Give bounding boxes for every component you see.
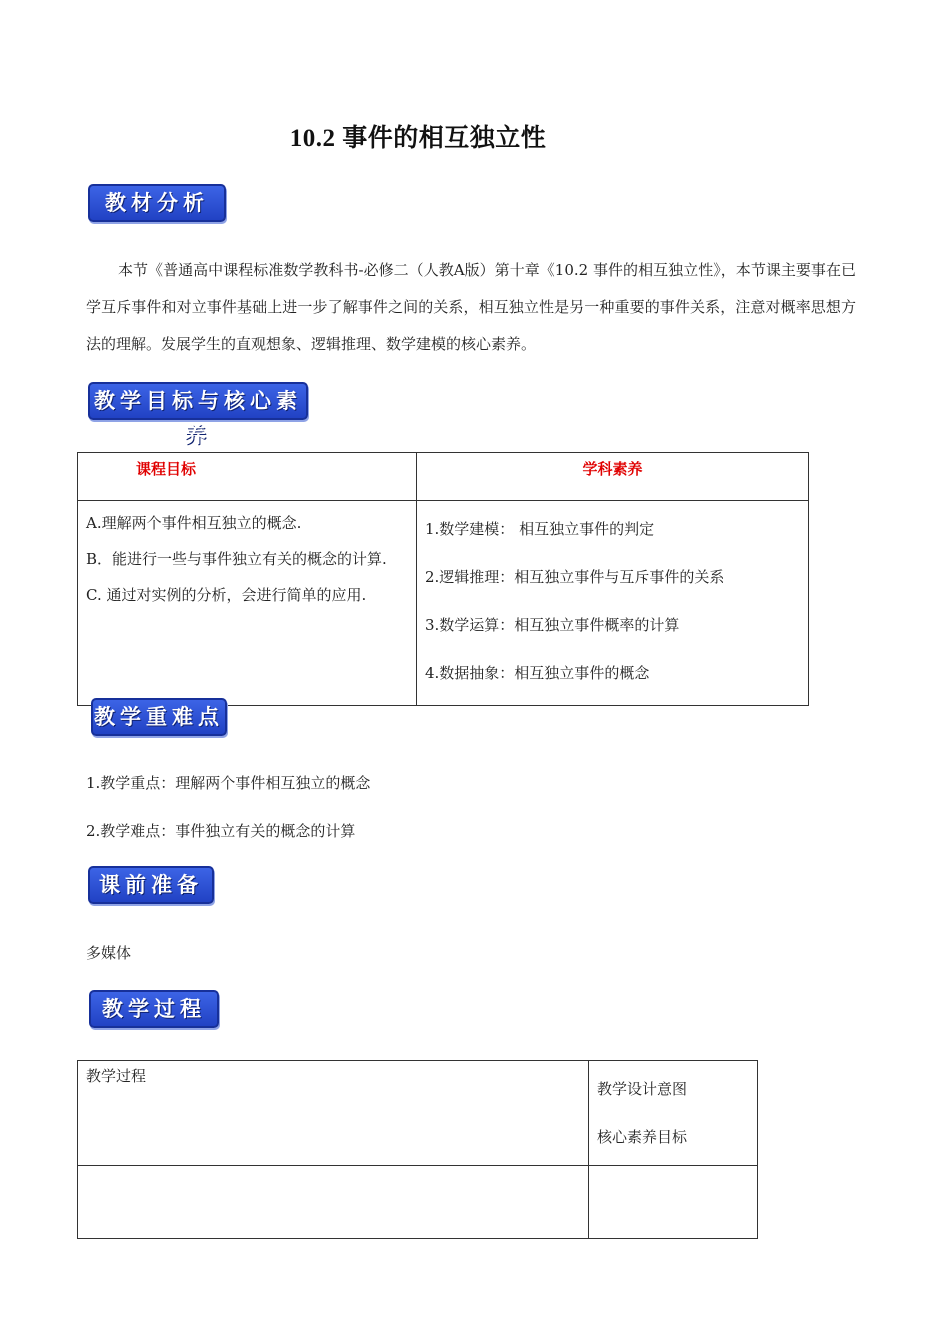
section-badge-preparation: 课前准备 [88, 866, 214, 904]
course-goals-cell [78, 501, 417, 706]
literacy-item: 4.数据抽象：相互独立事件的概念 [425, 664, 650, 682]
section-badge-analysis: 教材分析 [88, 184, 226, 222]
course-goal-item: B．能进行一些与事件独立有关的概念的计算. [86, 550, 387, 568]
section-badge-objectives: 教学目标与核心素养 [88, 382, 308, 420]
course-goal-item: C. 通过对实例的分析，会进行简单的应用. [86, 586, 367, 604]
design-intent-header [589, 1061, 758, 1166]
section-badge-process: 教学过程 [89, 990, 219, 1028]
course-goal-item: A.理解两个事件相互独立的概念. [86, 514, 302, 532]
section-badge-keypoints: 教学重难点 [91, 698, 227, 736]
process-header: 教学过程 [78, 1061, 589, 1166]
design-intent-label: 教学设计意图 [597, 1080, 688, 1098]
page-title: 10.2 事件的相互独立性 [289, 125, 547, 152]
process-table [77, 1060, 758, 1239]
literacy-cell [417, 501, 809, 706]
keypoint-item: 2.教学难点：事件独立有关的概念的计算 [86, 822, 356, 840]
goals-header-literacy: 学科素养 [417, 453, 809, 501]
goals-table [77, 452, 809, 706]
literacy-item: 3.数学运算：相互独立事件概率的计算 [425, 616, 680, 634]
goals-header-course: 课程目标 [78, 453, 417, 501]
literacy-item: 2.逻辑推理：相互独立事件与互斥事件的关系 [425, 568, 725, 586]
core-literacy-label: 核心素养目标 [597, 1128, 688, 1146]
analysis-paragraph: 本节《普通高中课程标准数学教科书-必修二（人教A版）第十章《10.2 事件的相互独立性》，本节课主要事在已学互斥事件和对立事件基础上进一步了解事件之间的关系，相互独立性是另一种重要的事件关系，注意对概率思想方法的理解。发展学生的直观想象、逻辑推理、数学建模的核心素养。 [86, 261, 856, 353]
literacy-item: 1.数学建模： 相互独立事件的判定 [425, 520, 655, 538]
process-content-cell [78, 1166, 589, 1239]
keypoint-item: 1.教学重点：理解两个事件相互独立的概念 [86, 774, 371, 792]
preparation-text: 多媒体 [86, 944, 132, 962]
design-intent-cell [589, 1166, 758, 1239]
